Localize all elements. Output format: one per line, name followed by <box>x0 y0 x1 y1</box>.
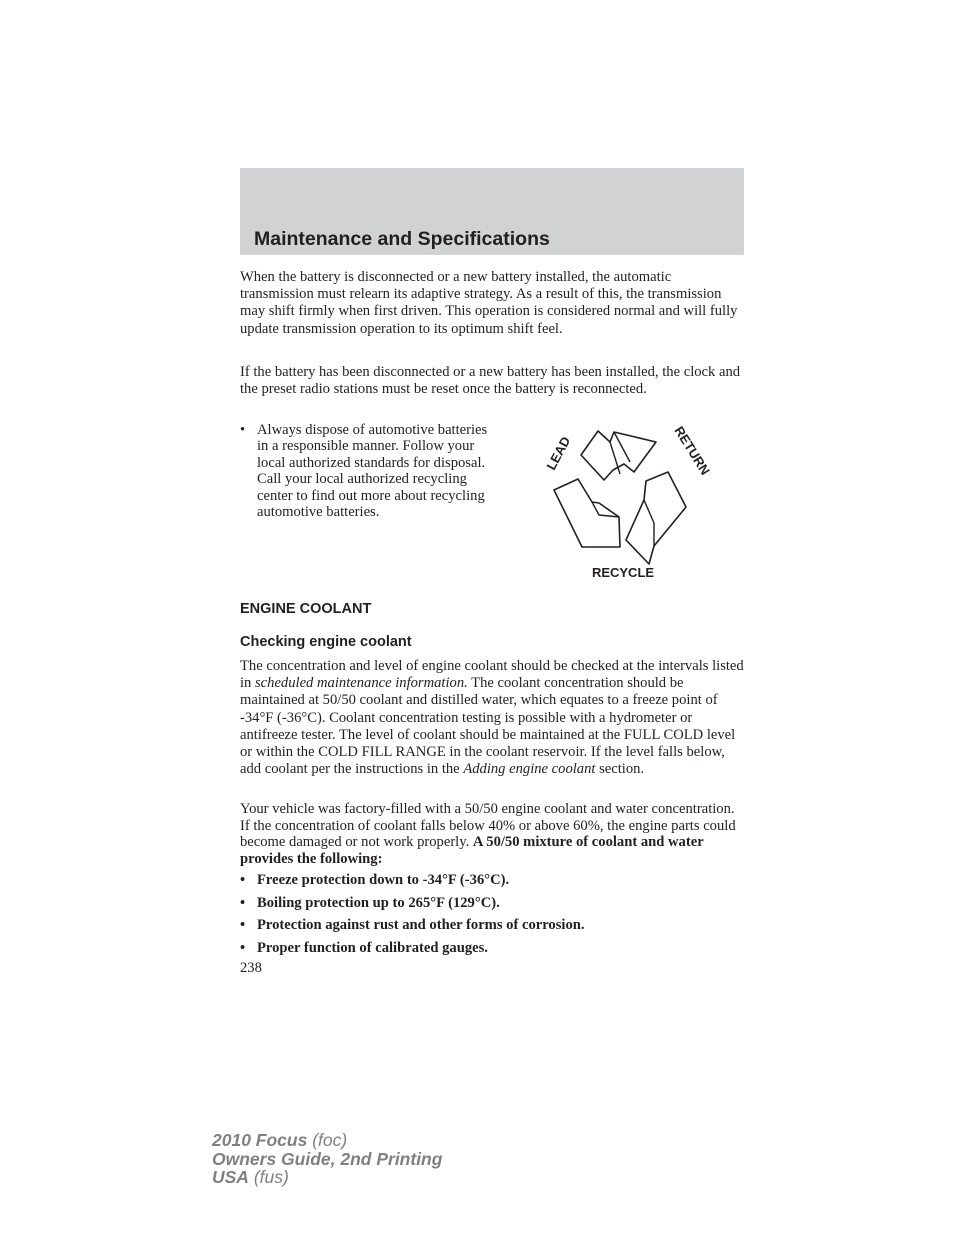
engine-coolant-heading: ENGINE COOLANT <box>240 601 372 617</box>
bullet-dot: • <box>240 422 246 438</box>
recycle-arrow-right <box>626 472 686 564</box>
recycle-arrow-top <box>581 431 656 480</box>
section-title: Maintenance and Specifications <box>254 228 550 250</box>
checking-coolant-subheading: Checking engine coolant <box>240 634 412 650</box>
recycle-label-return: RETURN <box>671 423 713 478</box>
ref-scheduled-maintenance: scheduled maintenance information. <box>255 675 468 692</box>
recycle-symbol <box>534 418 724 586</box>
recycle-label-lead: LEAD <box>543 434 574 473</box>
recycle-arrow-left <box>554 479 620 547</box>
coolant-bullet: • Protection against rust and other forms of corrosion. <box>240 917 585 933</box>
document-footer: 2010 Focus (foc) Owners Guide, 2nd Printing USA (fus) <box>212 1130 443 1188</box>
coolant-bullet: • Proper function of calibrated gauges. <box>240 940 488 956</box>
section-header-band <box>240 168 744 255</box>
paragraph-clock-radio: If the battery has been disconnected or a new battery has been installed, the clock and the preset radio stations must be reset once the battery is reconnected. <box>240 364 741 398</box>
bullet-text: Always dispose of automotive batteries in a responsible manner. Follow your local authorized standards for disposal. Call your local authorized recycling center to find out more about recycling automotive batteries. <box>257 422 488 521</box>
paragraph-factory-fill: Your vehicle was factory-filled with a 50/50 engine coolant and water concentration. If the concentration of coolant falls below 40% or above 60%, the engine parts could become damaged or not work properly. A 50/50 mixture of coolant and water provides the following: <box>240 801 736 867</box>
battery-disposal-bullet <box>240 422 502 520</box>
ref-adding-engine-coolant: Adding engine coolant <box>463 761 596 778</box>
mixture-emphasis: A 50/50 mixture of coolant and water provides the following: <box>240 834 704 867</box>
paragraph-transmission: When the battery is disconnected or a new battery installed, the automatic transmission must relearn its adaptive strategy. As a result of this, the transmission may shift firmly when first driven. This operation is considered normal and will fully update transmission operation to its optimum shift feel. <box>240 269 738 337</box>
coolant-bullet: • Freeze protection down to -34°F (-36°C). <box>240 872 510 888</box>
page-number: 238 <box>240 960 262 976</box>
paragraph-coolant-level: The concentration and level of engine coolant should be checked at the intervals listed in scheduled maintenance information. The coolant concentration should be maintained at 50/50 coolant and distilled water, which equates to a freeze point of -34°F (-36°C). Coolant concentration testing is possible with a hydrometer or antifreeze tester. The level of coolant should be maintained at the FULL COLD level or within the COLD FILL RANGE in the coolant reservoir. If the level falls below, add coolant per the instructions in the Adding engine coolant section. <box>240 658 744 778</box>
recycle-label-recycle: RECYCLE <box>591 565 655 580</box>
coolant-bullet: • Boiling protection up to 265°F (129°C). <box>240 895 500 911</box>
